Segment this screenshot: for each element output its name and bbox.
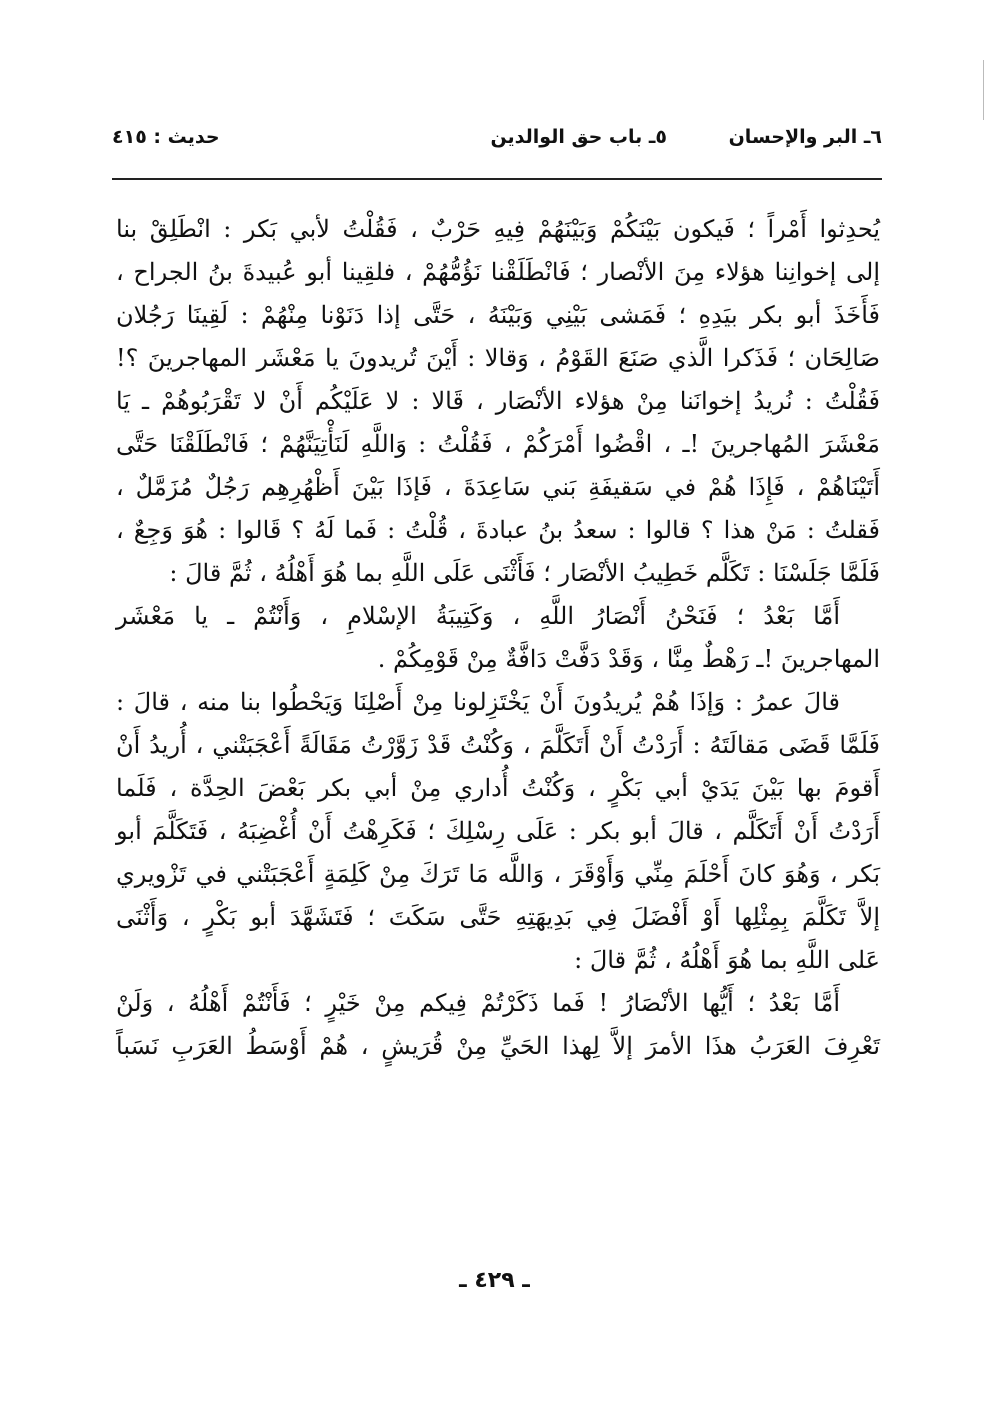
text-line: عَلى اللَّهِ بما هُوَ أَهْلُهُ ، ثُمَّ قالَ :	[574, 946, 880, 974]
hadith-number: حديث : ٤١٥	[112, 126, 220, 148]
section-title: ٥ـ باب حق الوالدين	[490, 126, 667, 148]
text-line: أَرَدْتُ أَنْ أَتَكَلَّم ، قالَ أبو بكر : عَلَى رِسْلِكَ ؛ فَكَرِهْتُ أَنْ أُغْضِبَهُ ، فَتَكَلَّمَ أبو	[116, 817, 880, 845]
text-line: أَقومَ بها بَيْنَ يَدَيْ أبي بَكْرٍ ، وَكُنْتُ أُداري مِنْ أبي بكر بَعْضَ الحِدَّة ، فَلَما	[116, 774, 880, 802]
header-rule	[112, 178, 882, 180]
text-line: أَمَّا بَعْدُ ؛ أَيُّها الأنْصَارُ ! فَما ذَكَرْتُمْ فِيكم مِنْ خَيْرٍ ؛ فَأَنْتُمْ أَهْلُهُ ، وَلَنْ	[116, 989, 840, 1017]
scan-edge	[983, 60, 984, 120]
text-line: يُحدِثوا أَمْراً ؛ فَيكون بَيْنَكُمْ وَبَيْنَهُمْ فِيهِ حَرْبٌ ، فَقُلْتُ لأبي بَكر : انْطَلِقْ بنا	[116, 215, 880, 243]
text-line: إلاَّ تَكَلَّمَ بِمِثْلِها أَوْ أَفْضَلَ فِي بَدِيهَتِهِ حَتَّى سَكَتَ ؛ فَتَشَهَّدَ أبو بَكْرٍ ، وَأَثْنَى	[116, 903, 880, 931]
text-line: فَلَمَّا جَلَسْنَا : تَكَلَّم خَطِيبُ الأنْصَار ؛ فَأَثْنَى عَلَى اللَّهِ بما هُوَ أَهْلُهُ ، ثُمَّ قالَ :	[169, 559, 880, 587]
page-number: ـ ٤٢٩ ـ	[459, 1268, 530, 1293]
text-line: أَمَّا بَعْدُ ؛ فَنَحْنُ أَنْصَارُ اللَّهِ ، وَكَتِيبَةُ الإسْلامِ ، وَأَنْتُمْ ـ يا مَعْشَر	[116, 602, 840, 630]
chapter-title: ٦ـ البر والإحسان	[728, 126, 882, 148]
text-line: فَأَخَذَ أبو بكر بيَدِهِ ؛ فَمَشى بَيْنِي وَبَيْنَهُ ، حَتَّى إذا دَنَوْنا مِنْهُمْ : لَقِينَا رَجُلان	[116, 301, 881, 329]
text-line: قالَ عمرُ : وَإذَا هُمْ يُريدُونَ أَنْ يَخْتَزِلونا مِنْ أَصْلِنَا وَيَحْطُوا بنا منه ، قالَ :	[116, 688, 840, 716]
text-line: فَلَمَّا قَضَى مَقالَتَهُ : أَرَدْتُ أَنْ أَتَكَلَّمَ ، وَكُنْتُ قَدْ زَوَّرْتُ مَقَالَةً أَعْجَبَتْني ، أُريدُ أَنْ	[116, 731, 880, 759]
page-body	[116, 208, 880, 1068]
text-line: إلى إخوانِنا هؤلاء مِنَ الأنْصار ؛ فَانْطَلَقْنا نَؤُمُّهُمْ ، فلقِينا أبو عُبيدةَ بنُ الجراح ،	[116, 258, 880, 286]
text-line: تَعْرِفَ العَرَبُ هذَا الأمرَ إلاَّ لِهذا الحَيِّ مِنْ قُرَيشٍ ، هُمْ أَوْسَطُ العَرَبِ نَسَباً	[116, 1032, 880, 1060]
text-line: فَقُلْتُ : نُريدُ إخوانَنا مِنْ هؤلاء الأنْصَار ، قَالا : لا عَلَيْكُم أَنْ لا تَقْرَبُوهُمْ ـ يَا	[116, 387, 880, 415]
running-header	[112, 118, 882, 158]
text-line: المهاجرينَ !ـ رَهْطٌ مِنَّا ، وَقَدْ دَفَّتْ دَافَّةٌ مِنْ قَوْمِكُمْ .	[377, 645, 880, 673]
text-line: مَعْشَرَ المُهاجرينَ !ـ ، اقْضُوا أَمْرَكُمْ ، فَقُلْتُ : وَاللَّهِ لَنَأْتِيَنَّهُمْ ؛ فَانْطَلَقْنَا حَتَّى	[116, 430, 880, 458]
text-line: صَالِحَان ؛ فَذَكرا الَّذي صَنَعَ القَوْمُ ، وَقالا : أَيْنَ تُريدونَ يا مَعْشَر المهاجرينَ ؟!	[116, 344, 880, 372]
text-line: بَكر ، وَهُوَ كانَ أَحْلَمَ مِنِّي وَأَوْقَرَ ، وَاللَّه مَا تَرَكَ مِنْ كَلِمَةٍ أَعْجَبَتْني في تَزْويري	[116, 860, 880, 888]
text-line: فَقلتُ : مَنْ هذا ؟ قالوا : سعدُ بنُ عبادةَ ، قُلْتُ : فَما لَهُ ؟ قَالوا : هُوَ وَجِعٌ ،	[116, 516, 880, 544]
text-line: أَتَيْنَاهُمْ ، فَإِذَا هُمْ في سَقيفَةِ بَني سَاعِدَةَ ، فَإذَا بَيْنَ أَظْهُرِهِم رَجُلٌ مُزَمَّلٌ ،	[116, 473, 880, 501]
